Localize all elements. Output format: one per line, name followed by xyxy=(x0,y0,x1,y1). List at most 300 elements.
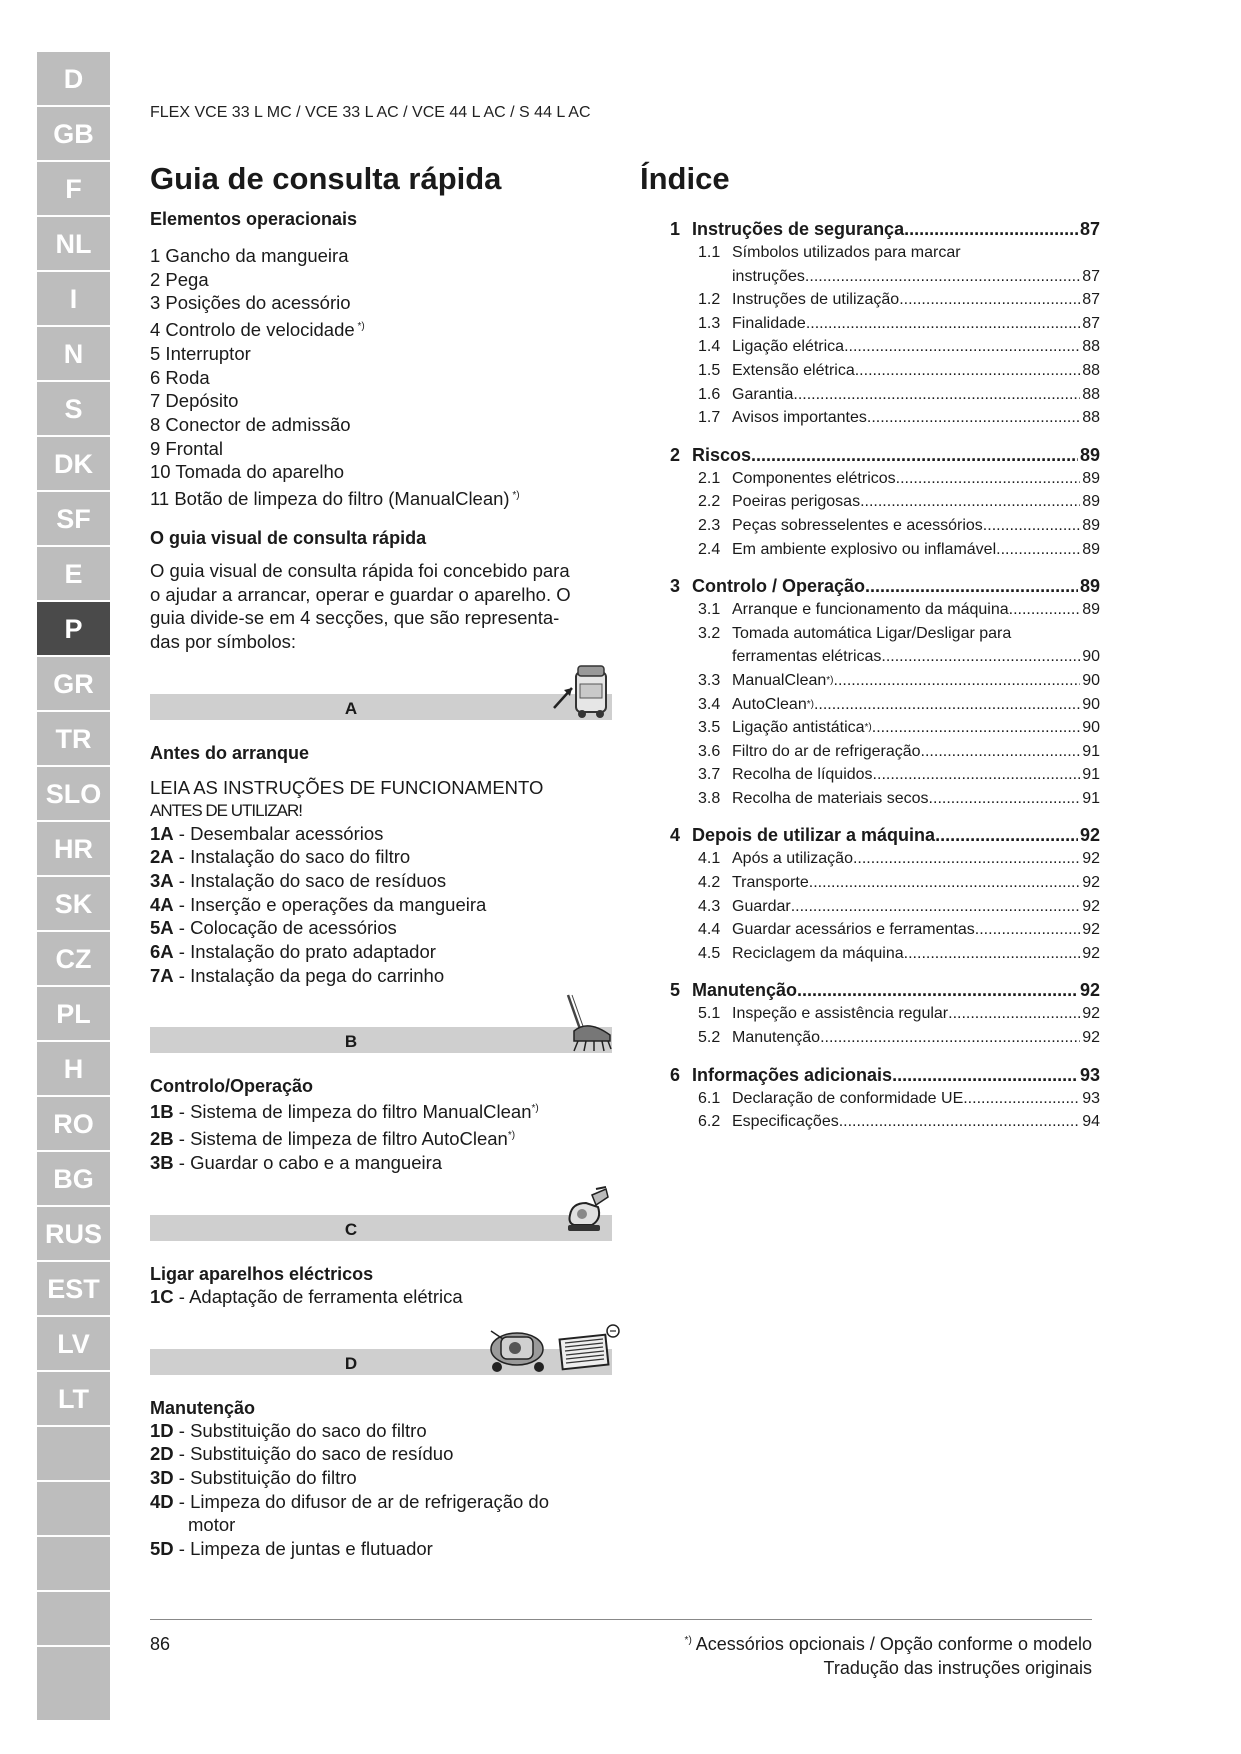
visual-text-line: O guia visual de consulta rápida foi concebido para xyxy=(150,560,570,582)
toc-entry[interactable] xyxy=(698,918,1100,942)
lang-tab-empty xyxy=(37,1482,110,1537)
toc-page: 92 xyxy=(1082,921,1100,939)
toc-entry[interactable] xyxy=(698,288,1100,312)
toc-entry-number: 1.6 xyxy=(698,385,721,403)
toc-dots xyxy=(1009,598,1081,622)
toc-leader xyxy=(732,335,1080,359)
toc-entry[interactable] xyxy=(698,359,1100,383)
step-text: motor xyxy=(188,1514,236,1536)
toc-dots xyxy=(834,669,1081,693)
toc-entry[interactable] xyxy=(698,847,1100,871)
step-text: - Desembalar acessórios xyxy=(173,822,384,844)
lang-tab-rus[interactable]: RUS xyxy=(37,1207,110,1262)
element-item xyxy=(150,413,610,437)
toc-dots xyxy=(896,467,1081,491)
toc-entry[interactable] xyxy=(698,241,1100,265)
toc-leader xyxy=(732,538,1080,562)
toc-entry-number: 2.1 xyxy=(698,469,721,487)
lang-tab-dk[interactable]: DK xyxy=(37,437,110,492)
power-tool-icon xyxy=(562,1185,612,1241)
toc-entry-title: Peças sobresselentes e acessórios xyxy=(732,516,983,534)
toc-leader xyxy=(692,444,1078,467)
toc-entry-title: Filtro do ar de refrigeração xyxy=(732,742,921,760)
toc-entry-number: 4.5 xyxy=(698,944,721,962)
element-item xyxy=(150,244,610,268)
toc-entry[interactable] xyxy=(698,406,1100,430)
step-code: 3A xyxy=(150,869,174,891)
step-text: - Substituição do saco do filtro xyxy=(173,1419,427,1441)
toc-page: 91 xyxy=(1082,766,1100,784)
toc-entry[interactable] xyxy=(698,716,1100,740)
lang-tab-d[interactable]: D xyxy=(37,52,110,107)
lang-tab-lt[interactable]: LT xyxy=(37,1372,110,1427)
toc-leader xyxy=(732,895,1080,919)
footnote-mark: *) xyxy=(864,722,872,734)
toc-page: 94 xyxy=(1082,1113,1100,1131)
element-item xyxy=(150,315,610,342)
section-title-b: Controlo/Operação xyxy=(150,1076,314,1097)
toc-dots xyxy=(797,979,1078,1002)
toc-entry[interactable] xyxy=(698,383,1100,407)
steps-d xyxy=(150,1419,610,1561)
toc-dots xyxy=(809,871,1080,895)
toc-page: 90 xyxy=(1082,671,1100,689)
element-label: 6 Roda xyxy=(150,366,210,388)
toc-leader xyxy=(732,359,1080,383)
toc-entry-number: 2.3 xyxy=(698,516,721,534)
lang-tab-empty xyxy=(37,1427,110,1482)
toc-entry[interactable] xyxy=(698,312,1100,336)
toc-dots xyxy=(806,312,1080,336)
section-title-c: Ligar aparelhos eléctricos xyxy=(150,1263,374,1284)
toc-entry[interactable] xyxy=(698,669,1100,693)
toc-chapter[interactable] xyxy=(670,1064,1100,1087)
toc-dots xyxy=(791,895,1081,919)
toc-entry-title-cont: instruções xyxy=(732,267,805,285)
toc-entry-title-cont: ferramentas elétricas xyxy=(732,648,882,666)
step-code: 1A xyxy=(150,822,174,844)
lang-tab-gb[interactable]: GB xyxy=(37,107,110,162)
toc-entry[interactable] xyxy=(698,787,1100,811)
toc-entry-title: Tomada automática Ligar/Desligar para xyxy=(732,624,1012,642)
toc-entry[interactable] xyxy=(698,942,1100,966)
lang-tab-empty xyxy=(37,1537,110,1592)
step-text: - Inserção e operações da mangueira xyxy=(173,893,487,915)
toc-chapter-number: 2 xyxy=(670,444,681,465)
steps-a xyxy=(150,822,610,988)
toc-entry-number: 1.1 xyxy=(698,244,721,261)
toc-dots xyxy=(899,288,1080,312)
step-text: - Instalação do saco de resíduos xyxy=(173,869,447,891)
toc-page: 89 xyxy=(1082,540,1100,558)
toc-leader xyxy=(732,669,1080,693)
toc-entry-number: 3.7 xyxy=(698,766,721,784)
toc-page: 91 xyxy=(1082,789,1100,807)
vacuum-cleaner-icon xyxy=(550,658,612,720)
step-text: - Guardar o cabo e a mangueira xyxy=(173,1152,443,1174)
toc-chapter[interactable] xyxy=(670,979,1100,1002)
toc-leader xyxy=(732,693,1080,717)
toc-chapter-title: Manutenção xyxy=(692,980,798,1001)
footnote-mark: *) xyxy=(507,1130,516,1142)
step-item xyxy=(150,1419,610,1443)
toc-entry[interactable] xyxy=(698,871,1100,895)
toc-page: 89 xyxy=(1082,601,1100,619)
toc-leader xyxy=(692,218,1078,241)
toc-chapter-title: Riscos xyxy=(692,444,752,465)
toc-dots xyxy=(855,359,1080,383)
toc-chapter-title: Instruções de segurança xyxy=(692,219,905,239)
toc-page: 88 xyxy=(1082,338,1100,356)
toc-entry[interactable] xyxy=(698,490,1100,514)
toc-leader xyxy=(732,716,1080,740)
toc-chapter-number: 3 xyxy=(670,576,681,597)
toc-leader xyxy=(732,1110,1080,1134)
element-label: 1 Gancho da mangueira xyxy=(150,245,349,266)
toc-dots xyxy=(881,645,1080,669)
step-code: 2A xyxy=(150,846,174,868)
toc-entry-title: Reciclagem da máquina xyxy=(732,944,904,962)
lang-tab-h[interactable]: H xyxy=(37,1042,110,1097)
section-band-b xyxy=(150,1027,612,1053)
lang-tab-p[interactable]: P xyxy=(37,602,110,657)
footnote-text: Acessórios opcionais / Opção conforme o modelo xyxy=(691,1634,1092,1654)
toc-leader xyxy=(732,467,1080,491)
toc-chapter[interactable] xyxy=(670,575,1100,598)
toc-leader xyxy=(732,383,1080,407)
toc-entry-title: Recolha de materiais secos xyxy=(732,789,929,807)
toc-dots xyxy=(793,383,1080,407)
toc-leader xyxy=(732,1087,1080,1111)
steps-b xyxy=(150,1097,610,1174)
step-item xyxy=(150,845,610,869)
toc-page: 92 xyxy=(1082,1029,1100,1047)
toc-chapter-number: 5 xyxy=(670,980,681,1001)
element-item xyxy=(150,342,610,366)
footnote-mark: *) xyxy=(354,321,365,333)
step-code: 4A xyxy=(150,893,174,915)
toc-chapter-number: 1 xyxy=(670,219,681,239)
step-item xyxy=(150,893,610,917)
step-text: - Limpeza do difusor de ar de refrigeração do xyxy=(173,1490,550,1512)
toc-entry-number: 1.7 xyxy=(698,409,721,427)
toc-entry-number: 2.4 xyxy=(698,540,721,558)
toc-page: 88 xyxy=(1082,385,1100,403)
toc-dots xyxy=(872,716,1080,740)
lang-tab-ro[interactable]: RO xyxy=(37,1097,110,1152)
toc-page: 90 xyxy=(1082,719,1100,737)
toc-leader xyxy=(692,575,1078,598)
toc-entry-number: 1.2 xyxy=(698,291,721,309)
step-code: 6A xyxy=(150,941,174,963)
element-label: 9 Frontal xyxy=(150,437,224,459)
lang-tab-sk[interactable]: SK xyxy=(37,877,110,932)
visual-guide-text xyxy=(150,559,610,654)
step-text: - Adaptação de ferramenta elétrica xyxy=(173,1285,463,1307)
toc-page: 91 xyxy=(1082,742,1100,760)
lang-tab-est[interactable]: EST xyxy=(37,1262,110,1317)
toc-entry-number: 3.3 xyxy=(698,671,721,689)
toc-page: 92 xyxy=(1082,850,1100,868)
toc-chapter-title: Depois de utilizar a máquina xyxy=(692,825,936,846)
step-text: - Instalação do saco do filtro xyxy=(173,846,411,868)
toc-entry-title: AutoClean xyxy=(732,695,807,713)
step-text: - Sistema de limpeza do filtro ManualClean xyxy=(173,1101,532,1123)
toc-entry-number: 1.4 xyxy=(698,338,721,356)
toc-leader xyxy=(692,979,1078,1002)
section-band-c xyxy=(150,1215,612,1241)
toc-entry-title: Guardar acessários e ferramentas xyxy=(732,921,975,939)
toc-entry-title: Arranque e funcionamento da máquina xyxy=(732,601,1009,619)
toc-entry[interactable] xyxy=(698,538,1100,562)
maintenance-icon xyxy=(487,1323,622,1377)
toc-entry-continued[interactable] xyxy=(732,265,1100,289)
toc-leader xyxy=(732,645,1080,669)
toc-entry-continued[interactable] xyxy=(732,645,1100,669)
toc-entry-title: Instruções de utilização xyxy=(732,291,900,309)
element-label: 8 Conector de admissão xyxy=(150,414,351,436)
toc-entry-title: Poeiras perigosas xyxy=(732,493,861,511)
toc-entry[interactable] xyxy=(698,1087,1100,1111)
index-title: Índice xyxy=(640,161,730,196)
toc-chapter-title: Informações adicionais xyxy=(692,1064,893,1085)
step-code: 1C xyxy=(150,1285,174,1307)
toc-dots xyxy=(921,740,1081,764)
toc-dots xyxy=(867,406,1080,430)
lang-tab-hr[interactable]: HR xyxy=(37,822,110,877)
toc-dots xyxy=(975,918,1080,942)
lang-tab-tr[interactable]: TR xyxy=(37,712,110,767)
toc-dots xyxy=(805,265,1080,289)
toc-leader xyxy=(732,1026,1080,1050)
visual-guide-heading: O guia visual de consulta rápida xyxy=(150,528,427,549)
footer-divider xyxy=(150,1619,1092,1620)
lang-tab-e[interactable]: E xyxy=(37,547,110,602)
toc-dots xyxy=(865,575,1078,598)
visual-text-line: guia divide-se em 4 secções, que são representa- xyxy=(150,607,560,629)
toc-page: 92 xyxy=(1079,980,1100,1001)
toc-page: 87 xyxy=(1082,314,1100,332)
toc-entry[interactable] xyxy=(698,1026,1100,1050)
toc-chapter[interactable] xyxy=(670,444,1100,467)
toc-page: 89 xyxy=(1082,516,1100,534)
toc-chapter-number: 6 xyxy=(670,1064,681,1085)
section-band-d xyxy=(150,1349,612,1375)
toc-page: 89 xyxy=(1082,469,1100,487)
section-title-a: Antes do arranque xyxy=(150,742,310,763)
toc-dots xyxy=(963,1087,1080,1111)
toc-entry-title: Recolha de líquidos xyxy=(732,766,873,784)
element-label: 11 Botão de limpeza do filtro (ManualClean) xyxy=(150,488,510,510)
step-text: - Instalação do prato adaptador xyxy=(173,941,436,963)
toc-entry-number: 3.5 xyxy=(698,719,721,737)
lang-tab-bg[interactable]: BG xyxy=(37,1152,110,1207)
quick-guide-column xyxy=(150,160,610,1561)
lang-tab-slo[interactable]: SLO xyxy=(37,767,110,822)
element-item xyxy=(150,437,610,461)
toc-entry[interactable] xyxy=(698,335,1100,359)
toc-entry-title: Especificações xyxy=(732,1113,839,1131)
toc-entry-title: Manutenção xyxy=(732,1029,821,1047)
section-letter-d: D xyxy=(344,1353,358,1373)
language-sidebar xyxy=(37,52,110,1720)
toc-entry[interactable] xyxy=(698,622,1100,646)
toc-dots xyxy=(983,514,1080,538)
toc-entry-number: 2.2 xyxy=(698,493,721,511)
toc-page: 92 xyxy=(1082,944,1100,962)
toc-entry-number: 5.1 xyxy=(698,1005,721,1023)
section-title-d: Manutenção xyxy=(150,1397,256,1418)
toc-entry-number: 4.4 xyxy=(698,921,721,939)
toc-dots xyxy=(904,942,1081,966)
toc-page: 89 xyxy=(1082,493,1100,511)
step-code: 1B xyxy=(150,1101,174,1123)
section-band-a xyxy=(150,694,612,720)
step-code: 7A xyxy=(150,964,174,986)
toc-entry-title: ManualClean xyxy=(732,671,827,689)
toc-entry-title: Inspeção e assistência regular xyxy=(732,1005,949,1023)
toc-chapter-title: Controlo / Operação xyxy=(692,576,866,597)
toc-dots xyxy=(996,538,1080,562)
element-label: 3 Posições do acessório xyxy=(150,292,351,314)
index-column xyxy=(640,160,1100,1134)
element-item xyxy=(150,484,610,511)
step-item xyxy=(150,1466,610,1490)
toc-dots xyxy=(844,335,1080,359)
toc-entry-number: 6.1 xyxy=(698,1089,721,1107)
toc-page: 87 xyxy=(1079,219,1100,239)
warning-read-instructions: LEIA AS INSTRUÇÕES DE FUNCIONAMENTO xyxy=(150,776,544,798)
toc-entry[interactable] xyxy=(698,763,1100,787)
element-item xyxy=(150,389,610,413)
lang-tab-pl[interactable]: PL xyxy=(37,987,110,1042)
toc-dots xyxy=(904,218,1078,241)
step-text: - Substituição do filtro xyxy=(173,1467,357,1489)
toc-entry[interactable] xyxy=(698,740,1100,764)
section-letter-a: A xyxy=(344,698,358,718)
toc-entry[interactable] xyxy=(698,598,1100,622)
toc-page: 92 xyxy=(1079,825,1100,846)
step-code: 5D xyxy=(150,1538,174,1560)
lang-tab-cz[interactable]: CZ xyxy=(37,932,110,987)
footnote-mark: *) xyxy=(684,1635,692,1646)
step-item xyxy=(150,822,610,846)
lang-tab-gr[interactable]: GR xyxy=(37,657,110,712)
step-item xyxy=(150,1513,610,1537)
lang-tab-lv[interactable]: LV xyxy=(37,1317,110,1372)
lang-tab-nl[interactable]: NL xyxy=(37,217,110,272)
element-label: 7 Depósito xyxy=(150,390,239,412)
toc-entry-number: 5.2 xyxy=(698,1029,721,1047)
lang-tab-i[interactable]: I xyxy=(37,272,110,327)
toc-entry[interactable] xyxy=(698,895,1100,919)
toc-leader xyxy=(732,740,1080,764)
toc-leader xyxy=(732,514,1080,538)
element-label: 5 Interruptor xyxy=(150,342,251,364)
toc-entry-number: 4.2 xyxy=(698,874,721,892)
lang-tab-n[interactable]: N xyxy=(37,327,110,382)
toc-entry[interactable] xyxy=(698,693,1100,717)
toc-entry[interactable] xyxy=(698,1110,1100,1134)
toc-leader xyxy=(732,871,1080,895)
toc-leader xyxy=(732,406,1080,430)
toc-entry-title: Ligação elétrica xyxy=(732,338,845,356)
toc-leader xyxy=(732,288,1080,312)
warning-before-use: ANTES DE UTILIZAR! xyxy=(150,800,303,820)
toc-entry-number: 3.2 xyxy=(698,624,721,642)
toc-entry-number: 3.4 xyxy=(698,695,721,713)
step-item xyxy=(150,869,610,893)
toc-page: 88 xyxy=(1082,409,1100,427)
toc-entry-title: Declaração de conformidade UE xyxy=(732,1089,964,1107)
step-code: 2B xyxy=(150,1128,174,1150)
toc-entry-number: 1.5 xyxy=(698,361,721,379)
step-text: - Substituição do saco de resíduo xyxy=(173,1443,454,1465)
step-item xyxy=(150,1151,610,1175)
toc-page: 92 xyxy=(1082,1005,1100,1023)
step-item xyxy=(150,916,610,940)
lang-tab-sf[interactable]: SF xyxy=(37,492,110,547)
toc-entry-number: 3.6 xyxy=(698,742,721,760)
toc-leader xyxy=(732,787,1080,811)
lang-tab-s[interactable]: S xyxy=(37,382,110,437)
footnote-mark: *) xyxy=(531,1103,539,1115)
step-code: 5A xyxy=(150,917,174,939)
toc-dots xyxy=(814,693,1080,717)
step-item xyxy=(150,1490,610,1514)
toc-chapter[interactable] xyxy=(670,218,1100,241)
element-item xyxy=(150,268,610,292)
toc-leader xyxy=(732,942,1080,966)
toc-entry[interactable] xyxy=(698,467,1100,491)
step-text: - Limpeza de juntas e flutuador xyxy=(173,1538,433,1560)
toc-leader xyxy=(732,490,1080,514)
toc-dots xyxy=(873,763,1081,787)
footnote-mark: *) xyxy=(826,674,834,686)
toc-entry-title: Componentes elétricos xyxy=(732,469,896,487)
toc-entry-title: Extensão elétrica xyxy=(732,361,855,379)
toc-entry-number: 3.1 xyxy=(698,601,721,619)
toc-dots xyxy=(948,1002,1080,1026)
step-item xyxy=(150,1097,610,1124)
page-number: 86 xyxy=(150,1634,171,1654)
toc-entry[interactable] xyxy=(698,514,1100,538)
footnote-optional-accessories xyxy=(685,1634,1092,1655)
toc-chapter-number: 4 xyxy=(670,825,681,846)
toc-entry-title: Avisos importantes xyxy=(732,409,867,427)
step-text: - Sistema de limpeza de filtro AutoClean xyxy=(173,1128,508,1150)
toc-page: 88 xyxy=(1082,361,1100,379)
element-item xyxy=(150,366,610,390)
translation-note: Tradução das instruções originais xyxy=(823,1658,1092,1678)
lang-tab-f[interactable]: F xyxy=(37,162,110,217)
visual-text-line: das por símbolos: xyxy=(150,631,297,653)
toc-entry-title: Ligação antistática xyxy=(732,719,865,737)
toc-entry[interactable] xyxy=(698,1002,1100,1026)
section-letter-c: C xyxy=(344,1219,358,1239)
toc-chapter[interactable] xyxy=(670,824,1100,847)
toc-entry-title: Transporte xyxy=(732,874,809,892)
element-item xyxy=(150,460,610,484)
step-item xyxy=(150,1442,610,1466)
step-text: - Instalação da pega do carrinho xyxy=(173,964,445,986)
toc-dots xyxy=(860,490,1080,514)
toc-leader xyxy=(732,598,1080,622)
toc-page: 89 xyxy=(1079,444,1100,465)
toc-page: 89 xyxy=(1079,576,1100,597)
guide-title: Guia de consulta rápida xyxy=(150,161,502,196)
toc-entry-number: 4.3 xyxy=(698,897,721,915)
